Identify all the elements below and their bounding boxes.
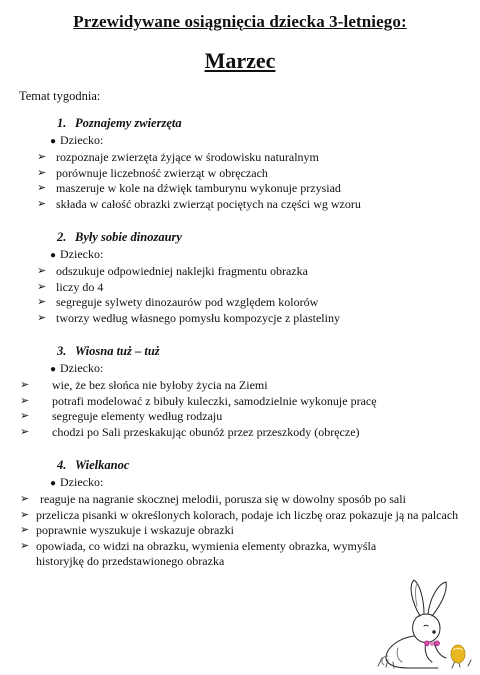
item-text: potrafi modelować z bibuły kuleczki, samodzielnie wykonuje pracę [52,393,377,408]
child-label: Dziecko: [60,133,104,147]
item-text: segreguje sylwety dinozaurów pod względem kolorów [56,295,319,309]
arrow-bullet-icon: ➢ [20,410,30,422]
list-item [0,394,480,410]
topic-number: 1. [57,116,67,130]
list-item [0,181,480,197]
arrow-bullet-icon: ➢ [37,265,47,277]
arrow-bullet-icon: ➢ [20,508,30,521]
list-item [0,150,480,166]
topic-heading [57,116,182,131]
item-text: chodzi po Sali przeskakując obunóż przez przeszkody (obręcze) [52,424,360,439]
arrow-bullet-icon: ➢ [37,182,47,194]
arrow-bullet-icon: ➢ [37,166,47,179]
easter-bunny-icon [368,576,476,670]
topic-number: 4. [57,458,67,472]
list-item [0,539,480,570]
item-text: poprawnie wyszukuje i wskazuje obrazki [36,523,234,537]
topic-heading [57,344,160,359]
list-item [0,280,480,296]
list-item [0,523,480,539]
arrow-bullet-icon: ➢ [37,311,47,324]
list-item [0,295,480,311]
arrow-bullet-icon: ➢ [20,394,30,407]
item-text: składa w całość obrazki zwierząt pociętych na części wg wzoru [56,196,361,211]
list-item [0,166,480,182]
item-text: porównuje liczebność zwierząt w obręczach [56,165,268,180]
month-heading: Marzec [204,48,276,73]
list-item [0,264,480,280]
easter-egg-icon [451,645,465,663]
bullet-dot-icon: ● [50,136,57,147]
achievement-list [0,492,480,570]
arrow-bullet-icon: ➢ [20,379,30,391]
list-item [0,425,480,441]
arrow-bullet-icon: ➢ [20,539,30,552]
child-label-row [50,247,103,262]
topic-number: 2. [57,230,67,244]
topic-heading [57,230,182,245]
topic-title: Były sobie dinozaury [75,230,182,244]
bullet-dot-icon: ● [50,478,57,489]
arrow-bullet-icon: ➢ [20,493,30,505]
list-item [0,378,480,394]
arrow-bullet-icon: ➢ [20,425,30,438]
achievement-list [0,150,480,212]
arrow-bullet-icon: ➢ [37,151,47,163]
list-item [0,508,480,524]
item-text: opowiada, co widzi na obrazku, wymienia elementy obrazka, wymyśla historyjkę do przedstawionego obrazka [36,538,377,568]
topic-title: Wiosna tuż – tuż [75,344,160,358]
arrow-bullet-icon: ➢ [37,280,47,293]
item-text: odszukuje odpowiedniej naklejki fragmentu obrazka [56,264,308,278]
item-text: maszeruje w kole na dźwięk tamburynu wykonuje przysiad [56,181,341,195]
topic-number: 3. [57,344,67,358]
child-label: Dziecko: [60,475,104,489]
item-text: przelicza pisanki w określonych kolorach, podaje ich liczbę oraz pokazuje ją na palcach [36,507,459,522]
item-text: rozpoznaje zwierzęta żyjące w środowisku naturalnym [56,150,319,164]
arrow-bullet-icon: ➢ [37,296,47,308]
child-label-row [50,475,103,490]
list-item [0,409,480,425]
child-label: Dziecko: [60,361,104,375]
item-text: reaguje na nagranie skocznej melodii, porusza się w dowolny sposób po sali [40,492,406,506]
bullet-dot-icon: ● [50,250,57,261]
topic-title: Wielkanoc [75,458,130,472]
list-item [0,311,480,327]
topic-title: Poznajemy zwierzęta [75,116,182,130]
week-topic-label: Temat tygodnia: [19,89,101,103]
item-text: segreguje elementy według rodzaju [52,409,223,423]
achievement-list [0,264,480,326]
list-item [0,197,480,213]
achievement-list [0,378,480,440]
bullet-dot-icon: ● [50,364,57,375]
arrow-bullet-icon: ➢ [20,524,30,536]
child-label-row [50,361,103,376]
document-title: Przewidywane osiągnięcia dziecka 3-letniego: [73,12,407,31]
topic-heading [57,458,129,473]
item-text: wie, że bez słońca nie byłoby życia na Ziemi [52,378,268,392]
child-label: Dziecko: [60,247,104,261]
child-label-row [50,133,103,148]
list-item [0,492,480,508]
arrow-bullet-icon: ➢ [37,197,47,210]
item-text: liczy do 4 [56,279,104,294]
item-text: tworzy według własnego pomysłu kompozycje z plasteliny [56,310,340,325]
